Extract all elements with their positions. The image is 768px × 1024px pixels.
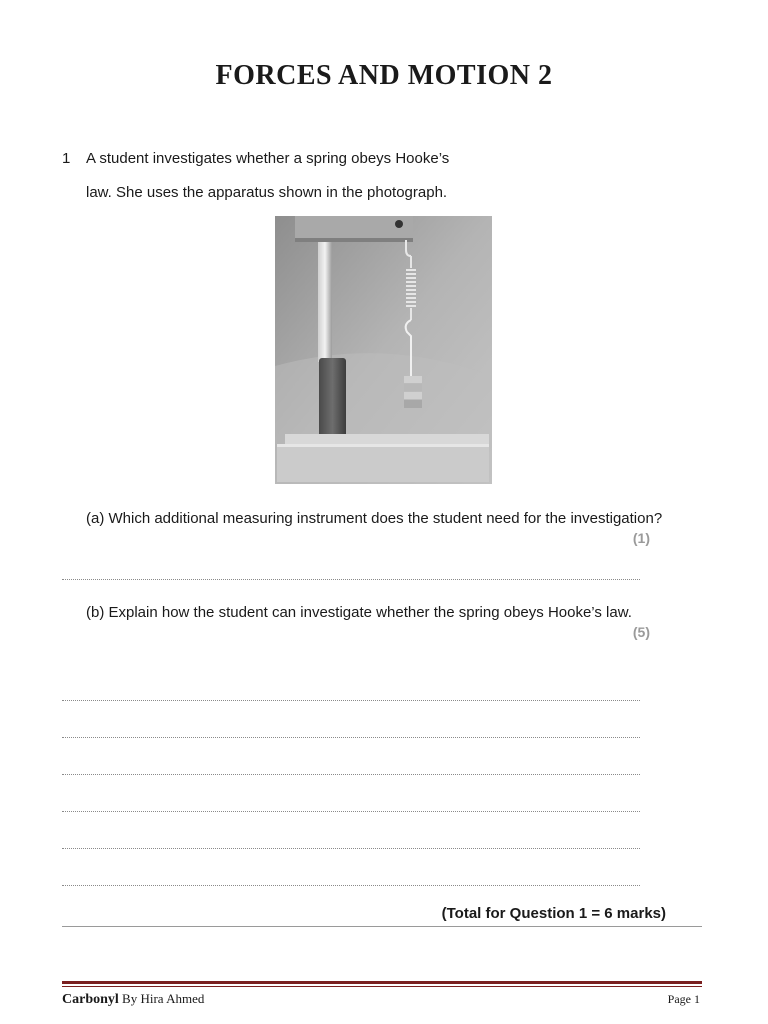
answer-line[interactable] (62, 737, 640, 738)
footer-brand: Carbonyl (62, 992, 119, 1007)
question-text-line-2: law. She uses the apparatus shown in the photograph. (86, 184, 448, 201)
footer-rule (62, 981, 702, 984)
part-a-marks: (1) (632, 530, 650, 546)
answer-line[interactable] (62, 700, 640, 701)
footer-rule-thin (62, 986, 702, 987)
answer-line[interactable] (62, 774, 640, 775)
apparatus-photograph (275, 216, 492, 484)
answer-line[interactable] (62, 579, 640, 580)
answer-line[interactable] (62, 848, 640, 849)
page-number: Page 1 (667, 992, 700, 1006)
page-title: FORCES AND MOTION 2 (215, 60, 553, 91)
question-text-line-1: A student investigates whether a spring obeys Hooke’s (86, 150, 450, 167)
footer-credit (62, 991, 204, 1008)
question-number: 1 (62, 150, 71, 167)
part-a-question: (a) Which additional measuring instrument does the student need for the investigation? (86, 510, 663, 527)
part-b-question: (b) Explain how the student can investigate whether the spring obeys Hooke’s law. (86, 604, 632, 621)
footer-author: By Hira Ahmed (118, 991, 205, 1006)
answer-line[interactable] (62, 885, 640, 886)
part-b-marks: (5) (632, 624, 650, 640)
question-total-marks: (Total for Question 1 = 6 marks) (441, 905, 666, 922)
total-divider (62, 926, 702, 927)
answer-line[interactable] (62, 811, 640, 812)
